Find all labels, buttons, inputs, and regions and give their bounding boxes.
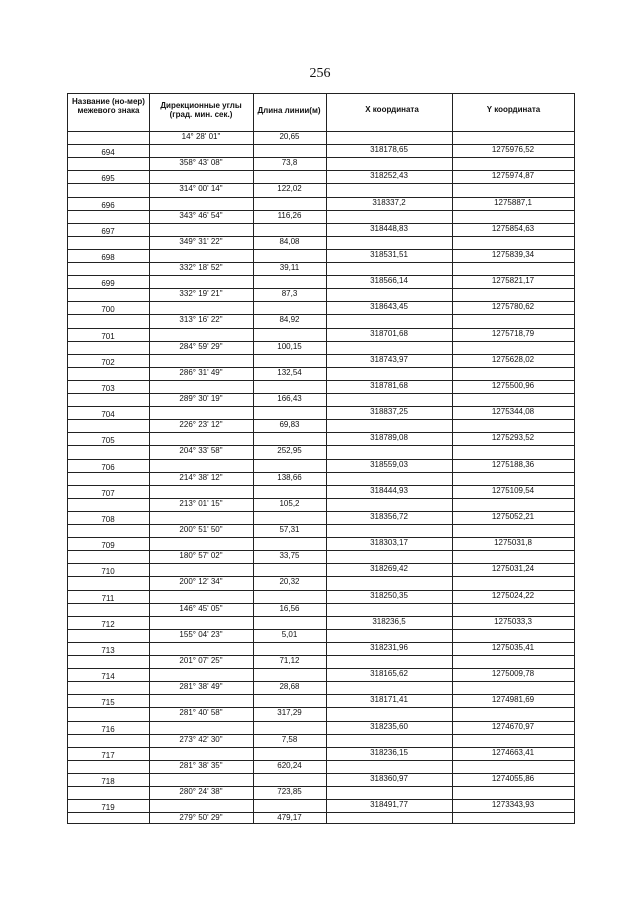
direction-angle: 201° 07' 25": [179, 656, 223, 665]
line-length: 69,83: [279, 420, 300, 430]
y-coordinate: 1275035,41: [491, 642, 535, 652]
x-coordinate: 318789,08: [370, 433, 408, 443]
line-length: 28,68: [279, 682, 300, 692]
point-name: 706: [101, 462, 115, 472]
point-name: 714: [101, 672, 115, 682]
y-coordinate: 1273343,93: [491, 800, 535, 810]
direction-angle: 279° 50' 29": [179, 813, 223, 823]
line-length: 132,54: [277, 367, 302, 377]
point-name: 705: [101, 436, 115, 446]
header-x: Х координата: [365, 105, 419, 114]
y-coordinate: 1275500,96: [491, 380, 535, 390]
line-length: 252,95: [277, 446, 302, 456]
point-name: 715: [101, 698, 115, 708]
direction-angle: 280° 24' 38": [179, 787, 223, 796]
direction-angle: 155° 04' 23": [179, 629, 223, 639]
y-coordinate: 1275974,87: [491, 171, 535, 181]
y-coordinate: 1275821,17: [491, 276, 535, 286]
direction-angle: 281° 38' 49": [179, 682, 223, 692]
point-name: 695: [101, 174, 115, 184]
y-coordinate: 1275109,54: [491, 485, 535, 495]
x-coordinate: 318360,97: [370, 773, 408, 783]
y-coordinate: 1275031,24: [491, 564, 535, 574]
line-length: 16,56: [279, 603, 300, 613]
y-coordinate: 1275009,78: [491, 669, 535, 679]
x-coordinate: 318491,77: [370, 800, 408, 810]
line-length: 5,01: [281, 629, 298, 639]
direction-angle: 146° 45' 05": [179, 603, 223, 613]
point-name: 717: [101, 750, 115, 760]
point-name: 718: [101, 776, 115, 786]
x-coordinate: 318531,51: [370, 249, 408, 259]
direction-angle: 358° 43' 08": [179, 158, 223, 168]
point-name: 701: [101, 331, 115, 341]
y-coordinate: 1275718,79: [491, 328, 535, 338]
x-coordinate: 318236,15: [370, 747, 408, 757]
line-length: 100,15: [277, 341, 302, 351]
x-coordinate: 318566,14: [370, 276, 408, 286]
y-coordinate: 1275031,8: [494, 538, 532, 548]
x-coordinate: 318643,45: [370, 302, 408, 312]
point-name: 698: [101, 252, 115, 262]
x-coordinate: 318356,72: [370, 511, 408, 521]
page-number: 256: [309, 66, 331, 81]
direction-angle: 284° 59' 29": [179, 341, 223, 351]
column-border: [574, 93, 575, 824]
point-name: 709: [101, 541, 115, 551]
line-length: 20,65: [279, 132, 300, 141]
direction-angle: 313° 16' 22": [179, 315, 223, 325]
point-name: 711: [101, 593, 115, 603]
point-name: 700: [101, 305, 115, 315]
line-length: 723,85: [277, 787, 302, 796]
direction-angle: 273° 42' 30": [179, 734, 223, 744]
direction-angle: 213° 01' 15": [179, 498, 223, 508]
x-coordinate: 318235,60: [370, 721, 408, 731]
x-coordinate: 318337,2: [372, 197, 406, 207]
point-name: 712: [101, 619, 115, 629]
point-name: 696: [101, 200, 115, 210]
y-coordinate: 1274663,41: [491, 747, 535, 757]
line-length: 122,02: [277, 184, 302, 194]
direction-angle: 281° 38' 35": [179, 760, 223, 770]
header-y: Y координата: [486, 105, 541, 114]
direction-angle: 180° 57' 02": [179, 551, 223, 561]
direction-angle: 349° 31' 22": [179, 236, 223, 246]
x-coordinate: 318236,5: [372, 616, 406, 626]
point-name: 716: [101, 724, 115, 734]
point-name: 710: [101, 567, 115, 577]
x-coordinate: 318171,41: [370, 695, 408, 705]
direction-angle: 289° 30' 19": [179, 394, 223, 403]
y-coordinate: 1275293,52: [491, 433, 535, 443]
point-name: 702: [101, 357, 115, 367]
point-name: 707: [101, 488, 115, 498]
point-name: 694: [101, 148, 115, 158]
point-name: 719: [101, 803, 115, 813]
y-coordinate: 1275344,08: [491, 407, 535, 417]
y-coordinate: 1275188,36: [491, 459, 535, 469]
line-length: 87,3: [281, 289, 298, 299]
x-coordinate: 318781,68: [370, 380, 408, 390]
direction-angle: 204° 33' 58": [179, 446, 223, 456]
x-coordinate: 318444,93: [370, 485, 408, 495]
point-name: 713: [101, 645, 115, 655]
y-coordinate: 1274981,69: [491, 695, 535, 705]
line-length: 138,66: [277, 472, 302, 482]
direction-angle: 332° 18' 52": [179, 263, 223, 272]
direction-angle: 226° 23' 12": [179, 420, 223, 430]
direction-angle: 200° 51' 50": [179, 525, 223, 534]
header-length: Длина линии(м): [257, 106, 321, 115]
direction-angle: 332° 19' 21": [179, 289, 223, 299]
line-length: 105,2: [279, 498, 300, 508]
x-coordinate: 318837,25: [370, 407, 408, 417]
line-length: 57,31: [279, 525, 300, 534]
line-length: 71,12: [279, 656, 300, 665]
direction-angle: 281° 40' 58": [179, 708, 223, 718]
header-name: Название (но-мер) межевого знака: [72, 97, 145, 115]
line-length: 317,29: [277, 708, 302, 718]
point-name: 697: [101, 226, 115, 236]
y-coordinate: 1275839,34: [491, 249, 535, 259]
x-coordinate: 318743,97: [370, 354, 408, 364]
y-coordinate: 1274055,86: [491, 773, 535, 783]
y-coordinate: 1275052,21: [491, 511, 535, 521]
line-length: 73,8: [281, 158, 298, 168]
direction-angle: 314° 00' 14": [179, 184, 223, 194]
direction-angle: 14° 28' 01": [181, 132, 221, 141]
line-length: 84,08: [279, 236, 300, 246]
y-coordinate: 1275628,02: [491, 354, 535, 364]
line-length: 166,43: [277, 394, 302, 403]
boundary-coordinates-table: [67, 93, 574, 824]
y-coordinate: 1274670,97: [491, 721, 535, 731]
point-name: 708: [101, 514, 115, 524]
y-coordinate: 1275024,22: [491, 590, 535, 600]
x-coordinate: 318250,35: [370, 590, 408, 600]
x-coordinate: 318303,17: [370, 538, 408, 548]
y-coordinate: 1275780,62: [491, 302, 535, 312]
x-coordinate: 318269,42: [370, 564, 408, 574]
line-length: 20,32: [279, 577, 300, 587]
x-coordinate: 318252,43: [370, 171, 408, 181]
x-coordinate: 318701,68: [370, 328, 408, 338]
row-border: [67, 93, 574, 94]
x-coordinate: 318448,83: [370, 223, 408, 233]
point-name: 703: [101, 383, 115, 393]
line-length: 33,75: [279, 551, 300, 561]
y-coordinate: 1275854,63: [491, 223, 535, 233]
line-length: 479,17: [277, 813, 302, 823]
point-name: 699: [101, 279, 115, 289]
y-coordinate: 1275976,52: [491, 145, 535, 155]
x-coordinate: 318165,62: [370, 669, 408, 679]
header-angles: Дирекционные углы (град. мин. сек.): [160, 101, 242, 119]
line-length: 620,24: [277, 760, 302, 770]
x-coordinate: 318559,03: [370, 459, 408, 469]
x-coordinate: 318231,96: [370, 642, 408, 652]
point-name: 704: [101, 410, 115, 420]
y-coordinate: 1275887,1: [494, 197, 532, 207]
direction-angle: 200° 12' 34": [179, 577, 223, 587]
y-coordinate: 1275033,3: [494, 616, 532, 626]
line-length: 7,58: [281, 734, 298, 744]
x-coordinate: 318178,65: [370, 145, 408, 155]
line-length: 116,26: [277, 210, 302, 220]
line-length: 84,92: [279, 315, 300, 325]
direction-angle: 286° 31' 49": [179, 367, 223, 377]
direction-angle: 214° 38' 12": [179, 472, 223, 482]
direction-angle: 343° 46' 54": [179, 210, 223, 220]
line-length: 39,11: [279, 263, 300, 272]
